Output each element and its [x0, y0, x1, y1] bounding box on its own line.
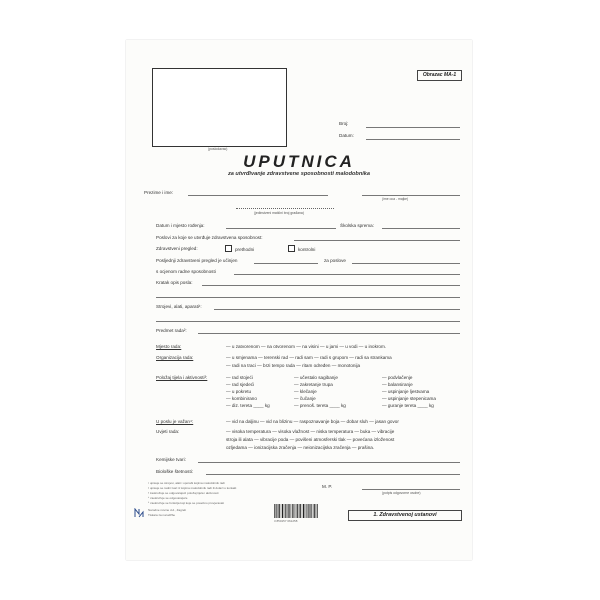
poslovi-field[interactable]: [294, 240, 460, 241]
kontrolni-checkbox[interactable]: [288, 245, 295, 252]
form-sheet: [126, 40, 472, 560]
za-poslove-label: za poslove: [324, 258, 346, 263]
broj-label: Broj:: [339, 121, 349, 126]
footnote: ² upisuje se radni tvari iz kojima malodobnik radi ili dolazi u kontakt: [148, 486, 237, 490]
organizacija-values-1: — u smjenama — terenski rad — radi sam — radi s grupom — radi sa strankama: [226, 355, 392, 360]
uvjeti-values-1: — visoka temperatura — visoka vlažnost — niska temperatura — buka — vibracije: [226, 429, 395, 434]
polozaj-col3-item: — guranje tereta ____ kg: [382, 403, 434, 408]
polozaj-col2-item: — učestalo sagibanje: [294, 375, 338, 380]
polozaj-col3-item: — uspinjanje ljestvama: [382, 389, 430, 394]
signature-field[interactable]: [362, 489, 460, 490]
datum-rodjenja-field[interactable]: [226, 228, 336, 229]
organizacija-label: Organizacija rada:: [156, 355, 194, 360]
barcode-number: 3 850157 061258: [274, 519, 298, 523]
ime-oca-caption: (ime oca - majke): [382, 197, 409, 201]
kemijske-label: Kemijske tvari:: [156, 457, 186, 462]
signature-caption: (potpis odgovorne osobe): [382, 491, 421, 495]
kratak-opis-field[interactable]: [202, 285, 460, 286]
strojevi-field[interactable]: [214, 309, 460, 310]
mp-label: M. P.: [322, 484, 333, 489]
za-poslove-field[interactable]: [352, 263, 460, 264]
publisher-line-2: Tiskara za narudžbe: [148, 513, 176, 517]
polozaj-col1-item: — u pokretu: [226, 389, 252, 394]
predmet-label: Predmet rada²:: [156, 328, 187, 333]
strojevi-label: Strojevi, alati, aparati¹:: [156, 304, 202, 309]
posljednji-label: Posljednji zdravstveni pregled je učinjen: [156, 258, 238, 263]
ime-oca-field[interactable]: [362, 195, 460, 196]
datum-rodjenja-label: Datum i mjesto rođenja:: [156, 223, 205, 228]
employer-stamp-box: [152, 68, 287, 147]
strojevi-field-2[interactable]: [156, 321, 460, 322]
uvjeti-label: Uvjeti rada:: [156, 429, 180, 434]
skolska-label: Školska sprema:: [340, 223, 374, 228]
footnote: ¹ upisuje se strojevi, alati i uporabi kojima malodobnik radi: [148, 481, 225, 485]
bioloske-field[interactable]: [206, 474, 460, 475]
polozaj-col3-item: — balansiranje: [382, 382, 413, 387]
polozaj-col1-item: — kombinirano: [226, 396, 257, 401]
footnote: ⁵ zaokružuje se funkcija koji koje se posebno provjeravati: [148, 501, 224, 505]
footnote: ⁴ zaokružuje se odgovarajuće: [148, 496, 188, 500]
ocjena-label: s ocjenom radne sposobnosti: [156, 269, 216, 274]
prezime-label: Prezime i ime:: [144, 190, 174, 195]
mjesto-values: — u zatvorenom — na otvorenom — na visini — u jami — u vodi — u inokrom.: [226, 344, 387, 349]
polozaj-col2-item: — zakretanje trupa: [294, 382, 333, 387]
institution-stamp-label: 1. Zdravstvenoj ustanovi: [348, 510, 462, 521]
polozaj-col2-item: — prenoš. tereta ____ kg: [294, 403, 346, 408]
jmbg-caption: (jedinstveni matični broj građana): [254, 211, 304, 215]
organizacija-values-2: — radi na traci — brzi tempo rada — ritam određen — monotonija: [226, 363, 361, 368]
broj-field[interactable]: [366, 127, 460, 128]
kratak-opis-label: Kratak opis posla:: [156, 280, 193, 285]
pregled-label: Zdravstveni pregled:: [156, 246, 198, 251]
polozaj-col1-item: — rad sjedeći: [226, 382, 255, 387]
form-subtitle: za utvrđivanje zdravstvene sposobnosti malodobnika: [227, 171, 371, 177]
publisher-line-1: Narodne novine d.d., Zagreb: [148, 508, 187, 512]
prethodni-label: prethodni: [235, 247, 255, 252]
polozaj-col2-item: — čučanje: [294, 396, 316, 401]
posljednji-field[interactable]: [254, 263, 318, 264]
uvjeti-values-3: ozljedama — ionizacijska zračenja — neionizacijska zračenja — prašina.: [226, 445, 375, 450]
jmbg-field[interactable]: [236, 208, 334, 209]
publisher-logo-icon: [134, 508, 144, 518]
prezime-field[interactable]: [188, 195, 328, 196]
skolska-field[interactable]: [382, 228, 460, 229]
mjesto-label: Mjesto rada:: [156, 344, 182, 349]
polozaj-col1-item: — rad stojeći: [226, 375, 253, 380]
datum-label: Datum:: [339, 133, 354, 138]
u-poslu-values: — vid na daljinu — vid na blizinu — raspoznavanje boja — dobar sluh — jasan govor: [226, 419, 399, 424]
polozaj-label: Položaj tijela i aktivnosti³:: [156, 375, 208, 380]
kratak-opis-field-2[interactable]: [156, 297, 460, 298]
prethodni-checkbox[interactable]: [225, 245, 232, 252]
ocjena-field[interactable]: [234, 274, 460, 275]
poslovi-label: Poslovi za koje se utvrđuje zdravstvena sposobnost:: [156, 235, 263, 240]
polozaj-col2-item: — klečanje: [294, 389, 317, 394]
form-code-badge: Obrazac MA-1: [417, 70, 462, 81]
uvjeti-values-2: stroja ili alata — vibracije poda — povišeni atmosferski tlak — povećana izloženost: [226, 437, 395, 442]
polozaj-col3-item: — podvlačenje: [382, 375, 413, 380]
photo-caption: (poslodavac): [208, 147, 228, 151]
footnote: ³ zaokružuje se odgovarajući položaj tijela i aktivnosti: [148, 491, 219, 495]
datum-field[interactable]: [366, 139, 460, 140]
barcode-icon: [274, 504, 318, 518]
polozaj-col3-item: — uspinjanje stepenicama: [382, 396, 436, 401]
form-title: UPUTNICA: [243, 152, 355, 171]
bioloske-label: Biološke štetnosti:: [156, 469, 194, 474]
predmet-field[interactable]: [198, 333, 460, 334]
polozaj-col1-item: — diz. tereta ____ kg: [226, 403, 270, 408]
u-poslu-label: U poslu je važan⁴:: [156, 419, 194, 424]
kemijske-field[interactable]: [198, 462, 460, 463]
kontrolni-label: kontrolni: [298, 247, 316, 252]
